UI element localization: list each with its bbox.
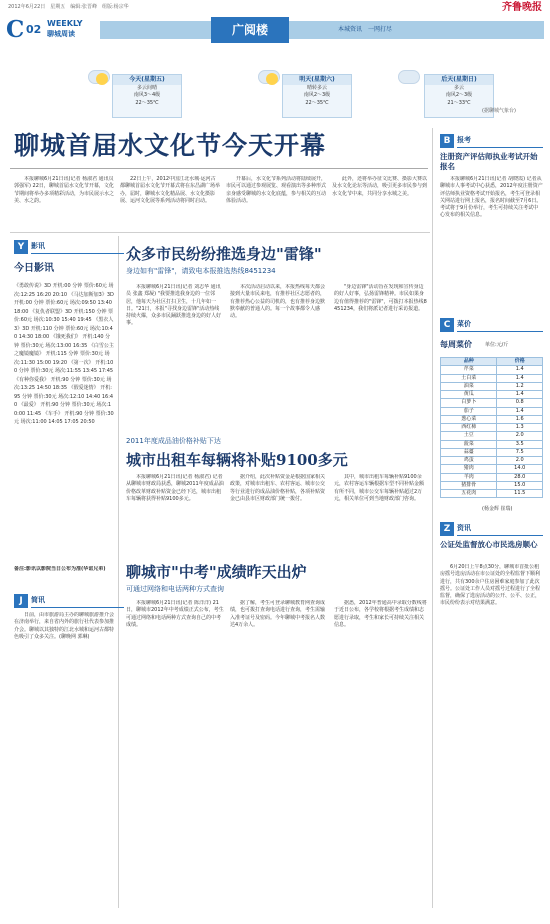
paragraph: "身边雷锋"活动旨在发现和宣传身边的好人好事，弘扬雷锋精神。市民如果身边有值得推荐的"雷锋"，可拨打本报热线8451234，我们将派记者进行采访报道。 xyxy=(334,284,427,312)
veg-price-cell: 1.2 xyxy=(497,382,543,390)
brief-section xyxy=(14,594,124,608)
headline-rule xyxy=(10,168,428,169)
leifeng-col-2 xyxy=(230,284,328,420)
weather-cond: 晴转多云 xyxy=(306,85,327,91)
veg-name-cell: 五花肉 xyxy=(441,490,497,498)
paragraph: 开幕后，水文化节系列活动将陆续展开，市民可以通过参观展览、观看演出等多种形式亲身感受聊城的水文化底蕴，参与相关的互动体验活动。 xyxy=(226,176,326,204)
section-letter: C xyxy=(6,16,25,43)
paragraph: 据了解，考生可登录聊城教育网查询成绩，也可拨打查询电话进行查询，考生需输入准考证号及密码。今年聊城中考报名人数达4万余人。 xyxy=(230,600,326,628)
table-row xyxy=(441,374,543,382)
veg-price-cell: 1.4 xyxy=(497,391,543,399)
paragraph: 22日上午，2012中国江北水城·运河古都聊城首届水文化节开幕式将在东昌湖广场举办，届时，聊城水文化精品展、水文化摄影展、运河文化展等系列活动将同时启动。 xyxy=(120,176,220,204)
lead-col-1 xyxy=(14,176,114,228)
veg-name-cell: 猪排骨 xyxy=(441,481,497,489)
brand-logo: 齐鲁晚报 xyxy=(502,2,542,13)
weather-cond: 多云间晴 xyxy=(136,85,157,91)
veg-price-cell: 14.0 xyxy=(497,465,543,473)
movies-title: 今日影讯 xyxy=(14,263,54,274)
table-row xyxy=(441,465,543,473)
paragraph: 本报聊城6月21日讯(记者 刘志华 通讯员 张鑫 郑凝) "我要推选我身边的一位邻居，他每天为社区打扫卫生，十几年如一日。"21日，本报"寻找身边雷锋"活动热线持续火爆，众多市民踊跃推选身边的好人好事。 xyxy=(126,284,222,327)
veg-title: 每周菜价 xyxy=(440,339,472,349)
brief-body xyxy=(14,612,114,672)
header-band xyxy=(100,21,544,39)
lead-headline: 聊城首届水文化节今天开幕 xyxy=(14,131,327,160)
masthead-date-line: 2012年6月22日 星期五 编辑:张晋峰 组版:杨宗华 xyxy=(8,4,129,10)
section-rule xyxy=(457,535,543,536)
paragraph: 据悉，2012年普通高中录取分数线将于近日公布，各学校将根据考生成绩和志愿进行录取，考生和家长可持续关注相关信息。 xyxy=(334,600,427,628)
table-row xyxy=(441,399,543,407)
veg-name-cell: 羊肉 xyxy=(441,473,497,481)
exam-title: 聊城市"中考"成绩昨天出炉 xyxy=(126,563,307,581)
section-rule xyxy=(457,147,543,148)
section-subtitle: 本城资讯 一网打尽 xyxy=(338,26,393,33)
weather-cond: 多云 xyxy=(453,85,464,91)
veg-price-cell: 1.3 xyxy=(497,424,543,432)
leifeng-col-1 xyxy=(126,284,224,420)
weather-wind: 南风3～4级 xyxy=(133,92,161,99)
weather-today xyxy=(112,74,182,118)
cloud-icon xyxy=(398,70,420,84)
weather-wind: 南风2～3级 xyxy=(303,92,331,99)
notice-title: 注册资产评估师执业考试开始报名 xyxy=(440,152,538,172)
weather-day: 后天(星期日) xyxy=(425,75,493,85)
veg-name-cell: 白萝卜 xyxy=(441,399,497,407)
lead-col-3 xyxy=(226,176,326,228)
veg-price-cell: 1.4 xyxy=(497,407,543,415)
exam-col-3 xyxy=(334,600,428,690)
lead-col-2 xyxy=(120,176,220,228)
info-body xyxy=(440,564,543,684)
paragraph: 本次活动启动以来，本报热线每天都会接到大量市民来电，有推荐社区志愿者的，有推荐热心公益的司机的，也有推荐身边默默奉献的普通人的。每一个故事都令人感动。 xyxy=(230,284,326,319)
table-row xyxy=(441,481,543,489)
veg-col-header: 品种 xyxy=(441,358,497,366)
paragraph: 据介绍，此次补贴资金是根据国家相关政策，对城市出租车、农村客运、城市公交等行业进行的成品油价格补贴，各项补贴资金已由县市区财政部门统一拨付。 xyxy=(230,474,326,502)
notice-body xyxy=(440,176,543,314)
section-tag: B xyxy=(440,134,454,148)
taxi-title: 城市出租车每辆将补贴9100多元 xyxy=(126,451,348,469)
veg-price-table xyxy=(440,357,543,498)
section-label: 菜价 xyxy=(457,320,471,328)
exam-subtitle: 可通过网络和电话两种方式查询 xyxy=(126,585,224,593)
movies-listing xyxy=(14,282,114,560)
exam-col-1 xyxy=(126,600,224,690)
paragraph: 本报聊城6月21日讯(记者 胡晓霞) 记者从聊城市人事考试中心获悉，2012年度注册资产评估师执业资格考试开始报名，考生可登录相关网站进行网上报名，报名时间截至7月6日。考试将于9月份举行，考生可持续关注考试中心发布的相关信息。 xyxy=(440,176,543,219)
divider xyxy=(118,236,119,908)
veg-source: (杨金辉 崔瑞) xyxy=(482,506,513,512)
veg-name-cell: 油菜 xyxy=(441,382,497,390)
veg-price-cell: 7.5 xyxy=(497,448,543,456)
veg-name-cell: 西红柿 xyxy=(441,424,497,432)
paragraph: 《勇敢传说》3D 开机:00 分钟 票价:60元 场次:12:25 16:20 20:10 《马达加斯加3》3D 开机:00 分钟 票价:60元 场次:09:50 13:40 18:00 《复仇者联盟》3D 开机:150 分钟 票价:60元 场次:10:30 15:40 19:45 《黑衣人3》3D 开机:110 分钟 票价:60元 场次:10:40 14:30 18:00 《饿死我们》 开机:140 分钟 票价:30元 场次:13:00 16:35 《白雪公主之魔镜魔镜》 开机:115 分钟 票价:30元 场次:11:30 15:00 19:20 《第一次》 开机:100 分钟 票价:30元 场次:11:55 13:45 17:45 《有种你爱我》 开机:90 分钟 票价:30元 场次:13:25 14:50 18:35 《假爱迷情》 开机:95 分钟 票价:30元 场次:12:10 14:40 16:40 《最爱》 开机:90 分钟 票价:30元 场次:10:00 11:45 《车手》 开机:90 分钟 票价:30元 场次:11:00 14:05 17:05 20:50 xyxy=(14,283,114,425)
paragraph: 本报聊城6月21日讯(记者 陈洋洋) 21日，聊城市2012年中考成绩正式公布，考生可通过网络和电话两种方式查询自己的中考成绩。 xyxy=(126,600,224,628)
section-label: 影讯 xyxy=(31,242,45,250)
leifeng-subtitle: 身边如有"雷锋"，请致电本报推选热线8451234 xyxy=(126,267,276,275)
weather-tomorrow xyxy=(282,74,352,118)
weather-day: 明天(星期六) xyxy=(283,75,351,85)
divider xyxy=(432,128,433,908)
veg-price-cell: 1.4 xyxy=(497,374,543,382)
section-label: 报考 xyxy=(457,136,471,144)
table-row xyxy=(441,440,543,448)
sun-icon xyxy=(96,73,108,85)
table-row xyxy=(441,448,543,456)
veg-name-cell: 土白菜 xyxy=(441,374,497,382)
table-row xyxy=(441,407,543,415)
taxi-kicker: 2011年度成品油价格补贴下达 xyxy=(126,437,221,445)
lead-col-4 xyxy=(332,176,428,228)
veg-price-cell: 0.8 xyxy=(497,399,543,407)
table-row xyxy=(441,382,543,390)
veg-name-cell: 猪肉 xyxy=(441,465,497,473)
veg-price-cell: 2.0 xyxy=(497,457,543,465)
info-section xyxy=(440,522,543,536)
table-row xyxy=(441,432,543,440)
section-label: 简讯 xyxy=(31,596,45,604)
weekly-cn: 聊城周读 xyxy=(47,30,75,38)
veg-col-header: 价格 xyxy=(497,358,543,366)
weather-temp: 21～33℃ xyxy=(447,99,471,106)
veg-name-cell: 鸡蛋 xyxy=(441,457,497,465)
veg-name-cell: 菠菜 xyxy=(441,440,497,448)
veg-name-cell: 芹菜 xyxy=(441,366,497,374)
info-title: 公证处监督放心市民选房顺心 xyxy=(440,540,538,549)
veg-name-cell: 黄瓜 xyxy=(441,391,497,399)
page-header xyxy=(6,17,544,43)
taxi-col-1 xyxy=(126,474,224,560)
veg-section xyxy=(440,318,543,332)
divider xyxy=(10,232,430,233)
section-label: 资讯 xyxy=(457,524,471,532)
weather-wind: 南风2～3级 xyxy=(445,92,473,99)
paragraph: 其中，城市出租车每辆补贴9100余元，农村客运车辆根据车型不同补贴金额有所不同，城市公交车每辆补贴超过2万元，相关单位可到当地财政部门咨询。 xyxy=(334,474,425,502)
paragraph: 本报聊城6月21日讯(记者 杨淑君) 记者从聊城市财政局获悉，聊城2011年度成品油价格改革财政补贴资金已经下达，城市出租车每辆将获得补贴9100多元。 xyxy=(126,474,224,502)
taxi-col-2 xyxy=(230,474,328,560)
weather-temp: 22～35℃ xyxy=(135,99,159,106)
veg-price-cell: 3.5 xyxy=(497,440,543,448)
leifeng-title: 众多市民纷纷推选身边"雷锋" xyxy=(126,245,322,263)
notice-section xyxy=(440,134,543,148)
table-row xyxy=(441,457,543,465)
section-tag: C xyxy=(440,318,454,332)
weather-temp: 22～35℃ xyxy=(305,99,329,106)
veg-name-cell: 蒜薹 xyxy=(441,448,497,456)
section-rule xyxy=(31,607,124,608)
weather-day: 今天(星期五) xyxy=(113,75,181,85)
veg-name-cell: 茄子 xyxy=(441,407,497,415)
exam-col-2 xyxy=(230,600,328,690)
movies-note: 备注:影讯以影院当日公布为准(华谊兄弟) xyxy=(14,566,106,572)
section-rule xyxy=(457,331,543,332)
table-row xyxy=(441,366,543,374)
veg-price-cell: 2.0 xyxy=(497,432,543,440)
paragraph: 本报聊城6月21日讯(记者 杨淑君 通讯员 郭强军) 22日，聊城首届水文化节开幕，文化节期间将举办多项精彩活动，为市民展示水之美、水之韵。 xyxy=(14,176,114,204)
table-row xyxy=(441,473,543,481)
leifeng-col-3 xyxy=(334,284,428,420)
veg-price-cell: 15.0 xyxy=(497,481,543,489)
table-row xyxy=(441,490,543,498)
page-number: 02 xyxy=(26,23,42,36)
taxi-col-3 xyxy=(334,474,428,560)
veg-name-cell: 葱心菜 xyxy=(441,415,497,423)
sun-icon xyxy=(266,73,278,85)
veg-name-cell: 土豆 xyxy=(441,432,497,440)
section-tag: J xyxy=(14,594,28,608)
table-row xyxy=(441,424,543,432)
paragraph: 6月20日上午8点30分，聊城市首批公租房摇号选房活动在市公证处的全程监督下顺利进行，共有300余户住房困难家庭参加了此次摇号。公证处工作人员对摇号过程进行了全程监督，确保了选房活动的公开、公平、公正，市民纷纷表示对结果满意。 xyxy=(440,564,541,607)
veg-price-cell: 1.4 xyxy=(497,366,543,374)
paragraph: 日前，由市旅游局主办的聊城旅游推介会在济南举行，来自省内外的旅行社代表参加推介会。聊城以其独特的江北水城和运河古都特色吸引了众多关注。(聊晚网 郭琳) xyxy=(14,612,114,640)
section-tag: Z xyxy=(440,522,454,536)
section-title: 广阅楼 xyxy=(211,17,289,43)
movies-section xyxy=(14,240,124,254)
veg-unit: 单位:元/斤 xyxy=(485,342,509,348)
table-row xyxy=(441,391,543,399)
section-tag: Y xyxy=(14,240,28,254)
section-rule xyxy=(31,253,124,254)
paragraph: 此外，还将举办征文比赛、摄影大赛以及水文化论坛等活动，吸引更多市民参与到水文化节中来，共同分享水城之美。 xyxy=(332,176,428,197)
veg-price-cell: 11.5 xyxy=(497,490,543,498)
veg-price-cell: 28.0 xyxy=(497,473,543,481)
table-row xyxy=(441,415,543,423)
weekly-en: WEEKLY xyxy=(47,19,83,28)
weather-source: (据聊城气象台) xyxy=(482,108,516,114)
veg-price-cell: 1.6 xyxy=(497,415,543,423)
